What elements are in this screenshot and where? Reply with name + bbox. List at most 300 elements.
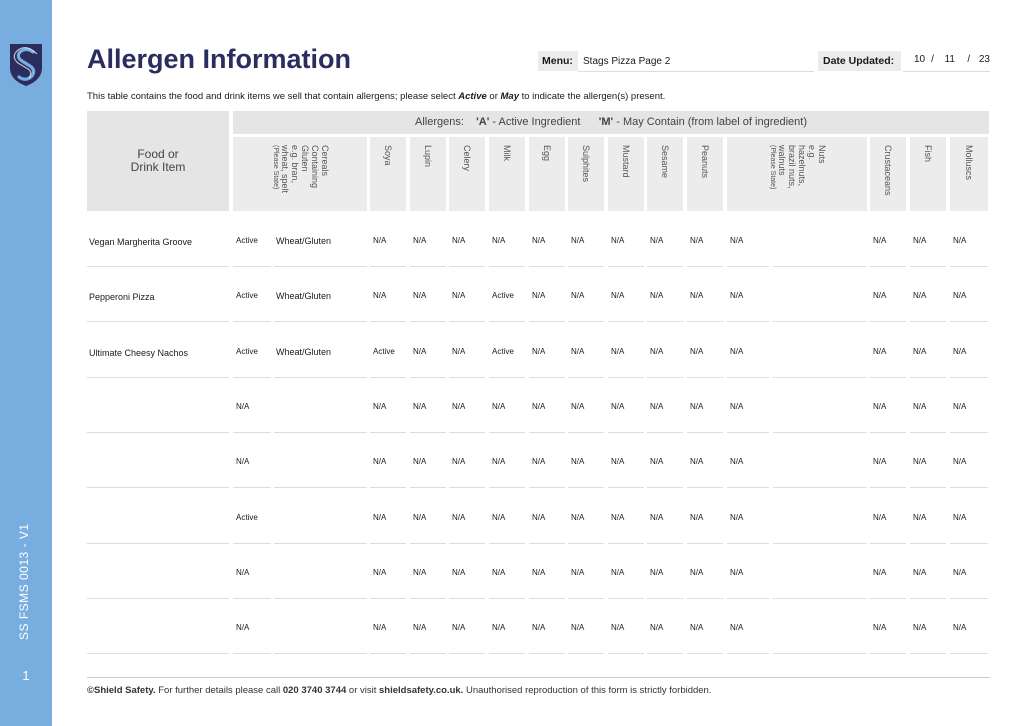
row-divider xyxy=(568,653,604,654)
row-divider xyxy=(449,266,485,267)
row-divider xyxy=(489,377,525,378)
cell-soya[interactable]: N/A xyxy=(373,623,387,632)
cell-peanuts[interactable]: N/A xyxy=(690,291,704,300)
cell-sesame[interactable]: N/A xyxy=(650,291,664,300)
cell-mustard[interactable]: N/A xyxy=(611,623,625,632)
cell-lupin[interactable]: N/A xyxy=(413,457,427,466)
cell-celery[interactable]: N/A xyxy=(452,291,466,300)
row-divider xyxy=(489,432,525,433)
cell-sesame[interactable]: N/A xyxy=(650,347,664,356)
row-divider xyxy=(274,653,367,654)
sidebar xyxy=(0,0,52,726)
cell-fish[interactable]: N/A xyxy=(913,623,927,632)
cell-cereals[interactable]: Active xyxy=(236,513,258,522)
footer xyxy=(87,685,711,696)
column-header-line: Gluten xyxy=(300,145,310,172)
row-divider xyxy=(647,432,683,433)
row-divider xyxy=(687,487,723,488)
cell-crustaceans[interactable]: N/A xyxy=(873,623,887,632)
row-divider xyxy=(370,543,406,544)
row-divider xyxy=(410,432,446,433)
cell-soya[interactable]: N/A xyxy=(373,236,387,245)
row-divider xyxy=(489,598,525,599)
row-divider xyxy=(449,543,485,544)
row-food-name[interactable]: Pepperoni Pizza xyxy=(89,292,155,302)
cell-crustaceans[interactable]: N/A xyxy=(873,291,887,300)
column-header-egg xyxy=(529,137,565,211)
column-header-label: Molluscs xyxy=(964,145,974,181)
cell-lupin[interactable]: N/A xyxy=(413,513,427,522)
column-header-label: Peanuts xyxy=(700,145,710,179)
cell-cereals[interactable]: N/A xyxy=(236,402,250,411)
row-divider xyxy=(727,487,769,488)
page-number: 1 xyxy=(22,668,30,683)
cell-molluscs[interactable]: N/A xyxy=(953,623,967,632)
row-divider xyxy=(608,266,644,267)
row-divider xyxy=(87,321,229,322)
row-divider xyxy=(773,653,867,654)
row-divider xyxy=(727,598,769,599)
row-divider xyxy=(870,653,906,654)
cell-celery[interactable]: N/A xyxy=(452,513,466,522)
column-header-milk xyxy=(489,137,525,211)
column-header-molluscs xyxy=(950,137,988,211)
row-divider xyxy=(370,653,406,654)
cell-mustard[interactable]: N/A xyxy=(611,513,625,522)
cell-sulphites[interactable]: N/A xyxy=(571,623,585,632)
row-divider xyxy=(687,321,723,322)
cell-fish[interactable]: N/A xyxy=(913,402,927,411)
cell-mustard[interactable]: N/A xyxy=(611,457,625,466)
cell-mustard[interactable]: N/A xyxy=(611,347,625,356)
cell-mustard[interactable]: N/A xyxy=(611,236,625,245)
row-divider xyxy=(608,543,644,544)
intro-may: May xyxy=(500,91,519,102)
cell-peanuts[interactable]: N/A xyxy=(690,623,704,632)
cell-sulphites[interactable]: N/A xyxy=(571,291,585,300)
cell-lupin[interactable]: N/A xyxy=(413,347,427,356)
cell-crustaceans[interactable]: N/A xyxy=(873,457,887,466)
form-code: SS FSMS 0013 - V1 xyxy=(17,523,31,640)
cell-celery[interactable]: N/A xyxy=(452,236,466,245)
cell-sesame[interactable]: N/A xyxy=(650,402,664,411)
row-divider xyxy=(233,266,271,267)
row-divider xyxy=(910,266,946,267)
row-food-name[interactable]: Vegan Margherita Groove xyxy=(89,237,193,247)
row-divider xyxy=(910,543,946,544)
cell-milk[interactable]: N/A xyxy=(492,623,506,632)
row-divider xyxy=(950,543,988,544)
row-divider xyxy=(274,377,367,378)
menu-label: Menu: xyxy=(538,51,578,71)
row-divider xyxy=(449,377,485,378)
column-header-nuts xyxy=(727,137,867,211)
cell-nuts[interactable]: N/A xyxy=(730,457,744,466)
cell-crustaceans[interactable]: N/A xyxy=(873,568,887,577)
row-divider xyxy=(568,266,604,267)
cell-soya[interactable]: N/A xyxy=(373,568,387,577)
column-header-line: walnuts xyxy=(777,145,787,176)
cell-lupin[interactable]: N/A xyxy=(413,623,427,632)
cell-sulphites[interactable]: N/A xyxy=(571,513,585,522)
footer-phone[interactable]: 020 3740 3744 xyxy=(282,685,347,696)
cell-molluscs[interactable]: N/A xyxy=(953,513,967,522)
row-divider xyxy=(687,432,723,433)
row-divider xyxy=(274,321,367,322)
column-header-label: Lupin xyxy=(423,145,433,168)
cell-molluscs[interactable]: N/A xyxy=(953,291,967,300)
row-divider xyxy=(449,487,485,488)
cell-crustaceans[interactable]: N/A xyxy=(873,347,887,356)
date-label: Date Updated: xyxy=(818,51,901,71)
row-divider xyxy=(687,598,723,599)
cell-lupin[interactable]: N/A xyxy=(413,402,427,411)
row-divider xyxy=(727,432,769,433)
row-divider xyxy=(773,543,867,544)
row-divider xyxy=(410,653,446,654)
row-divider xyxy=(870,543,906,544)
row-divider xyxy=(870,377,906,378)
row-divider xyxy=(410,321,446,322)
column-header-peanuts xyxy=(687,137,723,211)
row-divider xyxy=(489,653,525,654)
food-label-line1: Food or xyxy=(137,147,179,161)
cell-molluscs[interactable]: N/A xyxy=(953,236,967,245)
cell-milk[interactable]: N/A xyxy=(492,513,506,522)
intro-pre: This table contains the food and drink items we sell that contain allergens; please select xyxy=(87,91,459,102)
cell-egg[interactable]: N/A xyxy=(532,402,546,411)
row-divider xyxy=(87,487,229,488)
row-divider xyxy=(529,321,565,322)
column-header-label: Sesame xyxy=(660,145,670,179)
column-header-cereals xyxy=(233,137,367,211)
row-divider xyxy=(233,432,271,433)
cell-egg[interactable]: N/A xyxy=(532,513,546,522)
row-divider xyxy=(950,598,988,599)
row-divider xyxy=(950,432,988,433)
row-divider xyxy=(233,598,271,599)
row-divider xyxy=(608,321,644,322)
cell-egg[interactable]: N/A xyxy=(532,236,546,245)
cell-peanuts[interactable]: N/A xyxy=(690,568,704,577)
allergens-legend xyxy=(233,111,989,134)
footer-divider xyxy=(87,677,990,678)
cell-fish[interactable]: N/A xyxy=(913,347,927,356)
cell-peanuts[interactable]: N/A xyxy=(690,236,704,245)
row-divider xyxy=(568,487,604,488)
row-divider xyxy=(87,432,229,433)
row-divider xyxy=(727,266,769,267)
cell-milk[interactable]: N/A xyxy=(492,402,506,411)
cell-molluscs[interactable]: N/A xyxy=(953,457,967,466)
page-title: Allergen Information xyxy=(87,44,352,74)
footer-brand: ©Shield Safety. xyxy=(87,685,156,696)
row-divider xyxy=(608,377,644,378)
cell-sesame[interactable]: N/A xyxy=(650,513,664,522)
cell-peanuts[interactable]: N/A xyxy=(690,457,704,466)
cell-crustaceans[interactable]: N/A xyxy=(873,513,887,522)
may-key: 'M' xyxy=(598,116,614,128)
cell-milk[interactable]: Active xyxy=(492,291,514,300)
cell-lupin[interactable]: N/A xyxy=(413,291,427,300)
cell-sesame[interactable]: N/A xyxy=(650,457,664,466)
cell-sulphites[interactable]: N/A xyxy=(571,236,585,245)
row-divider xyxy=(647,377,683,378)
row-divider xyxy=(410,487,446,488)
row-divider xyxy=(950,653,988,654)
column-header-mustard xyxy=(608,137,644,211)
column-header-line: wheat, spelt xyxy=(280,145,290,194)
cell-mustard[interactable]: N/A xyxy=(611,402,625,411)
cell-cereals-state[interactable]: Wheat/Gluten xyxy=(276,347,332,357)
cell-mustard[interactable]: N/A xyxy=(611,291,625,300)
row-divider xyxy=(87,266,229,267)
allergens-label: Allergens: xyxy=(414,116,464,128)
row-divider xyxy=(647,543,683,544)
column-header-label xyxy=(767,145,827,189)
row-divider xyxy=(870,487,906,488)
date-day: 10 xyxy=(914,54,926,65)
row-divider xyxy=(608,598,644,599)
row-divider xyxy=(233,543,271,544)
cell-soya[interactable]: Active xyxy=(373,347,395,356)
cell-sulphites[interactable]: N/A xyxy=(571,347,585,356)
cell-sesame[interactable]: N/A xyxy=(650,623,664,632)
cell-fish[interactable]: N/A xyxy=(913,291,927,300)
row-divider xyxy=(773,377,867,378)
footer-text: For further details please call xyxy=(155,685,283,696)
cell-celery[interactable]: N/A xyxy=(452,568,466,577)
row-divider xyxy=(529,598,565,599)
column-header-celery xyxy=(449,137,485,211)
cell-soya[interactable]: N/A xyxy=(373,513,387,522)
column-header-line: Containing xyxy=(310,145,320,189)
cell-peanuts[interactable]: N/A xyxy=(690,402,704,411)
row-divider xyxy=(773,598,867,599)
may-desc: - May Contain (from label of ingredient) xyxy=(613,116,807,128)
row-divider xyxy=(773,266,867,267)
row-divider xyxy=(608,432,644,433)
row-divider xyxy=(489,266,525,267)
row-divider xyxy=(910,653,946,654)
cell-cereals[interactable]: Active xyxy=(236,291,258,300)
cell-sulphites[interactable]: N/A xyxy=(571,568,585,577)
date-month: 11 xyxy=(944,54,955,65)
row-divider xyxy=(910,432,946,433)
row-divider xyxy=(727,377,769,378)
cell-lupin[interactable]: N/A xyxy=(413,568,427,577)
cell-nuts[interactable]: N/A xyxy=(730,623,744,632)
cell-mustard[interactable]: N/A xyxy=(611,568,625,577)
column-header-label: Egg xyxy=(542,145,552,162)
column-header-sulphites xyxy=(568,137,604,211)
cell-sulphites[interactable]: N/A xyxy=(571,402,585,411)
cell-celery[interactable]: N/A xyxy=(452,623,466,632)
column-header-label: Soya xyxy=(383,145,393,166)
row-divider xyxy=(647,266,683,267)
cell-milk[interactable]: Active xyxy=(492,347,514,356)
row-divider xyxy=(687,377,723,378)
column-header-label: Celery xyxy=(462,145,472,172)
row-divider xyxy=(687,266,723,267)
cell-celery[interactable]: N/A xyxy=(452,457,466,466)
cell-cereals[interactable]: N/A xyxy=(236,568,250,577)
row-divider xyxy=(773,432,867,433)
row-food-name[interactable]: Ultimate Cheesy Nachos xyxy=(89,348,189,358)
cell-nuts[interactable]: N/A xyxy=(730,402,744,411)
column-header-sesame xyxy=(647,137,683,211)
cell-sesame[interactable]: N/A xyxy=(650,236,664,245)
row-divider xyxy=(568,598,604,599)
intro-or: or xyxy=(486,91,501,102)
row-divider xyxy=(410,598,446,599)
row-divider xyxy=(410,266,446,267)
row-divider xyxy=(647,653,683,654)
row-divider xyxy=(870,598,906,599)
column-header-fish xyxy=(910,137,946,211)
cell-nuts[interactable]: N/A xyxy=(730,568,744,577)
cell-milk[interactable]: N/A xyxy=(492,457,506,466)
row-divider xyxy=(410,543,446,544)
row-divider xyxy=(87,653,229,654)
row-divider xyxy=(870,432,906,433)
cell-sulphites[interactable]: N/A xyxy=(571,457,585,466)
column-header-line: brazil nuts, xyxy=(787,145,797,189)
row-divider xyxy=(910,321,946,322)
row-divider xyxy=(529,487,565,488)
cell-soya[interactable]: N/A xyxy=(373,402,387,411)
row-divider xyxy=(370,377,406,378)
cell-egg[interactable]: N/A xyxy=(532,291,546,300)
cell-crustaceans[interactable]: N/A xyxy=(873,402,887,411)
column-header-label: Milk xyxy=(502,145,512,161)
column-header-line: e.g. bran, xyxy=(290,145,300,184)
active-key: 'A' xyxy=(476,116,490,128)
cell-cereals[interactable]: Active xyxy=(236,236,258,245)
row-divider xyxy=(233,377,271,378)
row-divider xyxy=(274,432,367,433)
row-divider xyxy=(647,487,683,488)
intro-post: to indicate the allergen(s) present. xyxy=(518,91,666,102)
row-divider xyxy=(727,321,769,322)
cell-molluscs[interactable]: N/A xyxy=(953,568,967,577)
row-divider xyxy=(568,543,604,544)
row-divider xyxy=(233,653,271,654)
cell-nuts[interactable]: N/A xyxy=(730,347,744,356)
cell-fish[interactable]: N/A xyxy=(913,568,927,577)
menu-field[interactable]: Stags Pizza Page 2 xyxy=(578,51,814,72)
column-header-line: e.g. xyxy=(807,145,817,161)
column-header-label: Crustaceans xyxy=(883,145,893,196)
row-divider xyxy=(647,598,683,599)
cell-fish[interactable]: N/A xyxy=(913,457,927,466)
row-divider xyxy=(449,653,485,654)
row-divider xyxy=(608,487,644,488)
cell-lupin[interactable]: N/A xyxy=(413,236,427,245)
column-header-line: Cereals xyxy=(320,145,330,177)
row-divider xyxy=(370,321,406,322)
date-year: 23 xyxy=(978,54,990,65)
cell-fish[interactable]: N/A xyxy=(913,513,927,522)
cell-milk[interactable]: N/A xyxy=(492,568,506,577)
row-divider xyxy=(489,321,525,322)
cell-soya[interactable]: N/A xyxy=(373,457,387,466)
cell-egg[interactable]: N/A xyxy=(532,623,546,632)
cell-peanuts[interactable]: N/A xyxy=(690,347,704,356)
cell-milk[interactable]: N/A xyxy=(492,236,506,245)
column-header-line: hazelnuts, xyxy=(797,145,807,187)
cell-nuts[interactable]: N/A xyxy=(730,291,744,300)
cell-molluscs[interactable]: N/A xyxy=(953,347,967,356)
row-divider xyxy=(950,377,988,378)
column-header-lupin xyxy=(410,137,446,211)
row-divider xyxy=(274,266,367,267)
shield-logo-icon xyxy=(8,42,44,88)
row-divider xyxy=(529,432,565,433)
date-field[interactable] xyxy=(903,51,990,72)
cell-cereals-state[interactable]: Wheat/Gluten xyxy=(276,291,332,301)
row-divider xyxy=(489,487,525,488)
row-divider xyxy=(370,487,406,488)
cell-cereals-state[interactable]: Wheat/Gluten xyxy=(276,236,332,246)
column-header-label: Fish xyxy=(923,145,933,163)
column-header-label: Mustard xyxy=(621,145,631,178)
row-divider xyxy=(727,543,769,544)
column-header-line: (Please State) xyxy=(769,145,776,190)
cell-celery[interactable]: N/A xyxy=(452,347,466,356)
row-divider xyxy=(568,377,604,378)
cell-crustaceans[interactable]: N/A xyxy=(873,236,887,245)
date-separator: / xyxy=(967,54,971,65)
cell-celery[interactable]: N/A xyxy=(452,402,466,411)
row-divider xyxy=(87,543,229,544)
column-header-label: Sulphites xyxy=(581,145,591,183)
cell-egg[interactable]: N/A xyxy=(532,568,546,577)
row-divider xyxy=(274,598,367,599)
cell-peanuts[interactable]: N/A xyxy=(690,513,704,522)
row-divider xyxy=(529,266,565,267)
cell-cereals[interactable]: N/A xyxy=(236,457,250,466)
column-header-line: Nuts xyxy=(817,145,827,164)
row-divider xyxy=(727,653,769,654)
row-divider xyxy=(87,598,229,599)
cell-cereals[interactable]: N/A xyxy=(236,623,250,632)
cell-nuts[interactable]: N/A xyxy=(730,236,744,245)
cell-cereals[interactable]: Active xyxy=(236,347,258,356)
column-header-line: (Please State) xyxy=(272,145,279,190)
row-divider xyxy=(950,266,988,267)
cell-soya[interactable]: N/A xyxy=(373,291,387,300)
row-divider xyxy=(274,487,367,488)
cell-sesame[interactable]: N/A xyxy=(650,568,664,577)
row-divider xyxy=(568,321,604,322)
cell-molluscs[interactable]: N/A xyxy=(953,402,967,411)
cell-nuts[interactable]: N/A xyxy=(730,513,744,522)
footer-website-link[interactable]: shieldsafety.co.uk. xyxy=(379,685,464,696)
row-divider xyxy=(529,653,565,654)
cell-egg[interactable]: N/A xyxy=(532,347,546,356)
row-divider xyxy=(489,543,525,544)
footer-text: or visit xyxy=(346,685,379,696)
row-divider xyxy=(910,487,946,488)
cell-fish[interactable]: N/A xyxy=(913,236,927,245)
row-divider xyxy=(910,377,946,378)
footer-text: Unauthorised reproduction of this form is strictly forbidden. xyxy=(463,685,712,696)
row-divider xyxy=(370,432,406,433)
food-label-line2: Drink Item xyxy=(130,160,186,174)
active-desc: - Active Ingredient xyxy=(489,116,581,128)
cell-egg[interactable]: N/A xyxy=(532,457,546,466)
